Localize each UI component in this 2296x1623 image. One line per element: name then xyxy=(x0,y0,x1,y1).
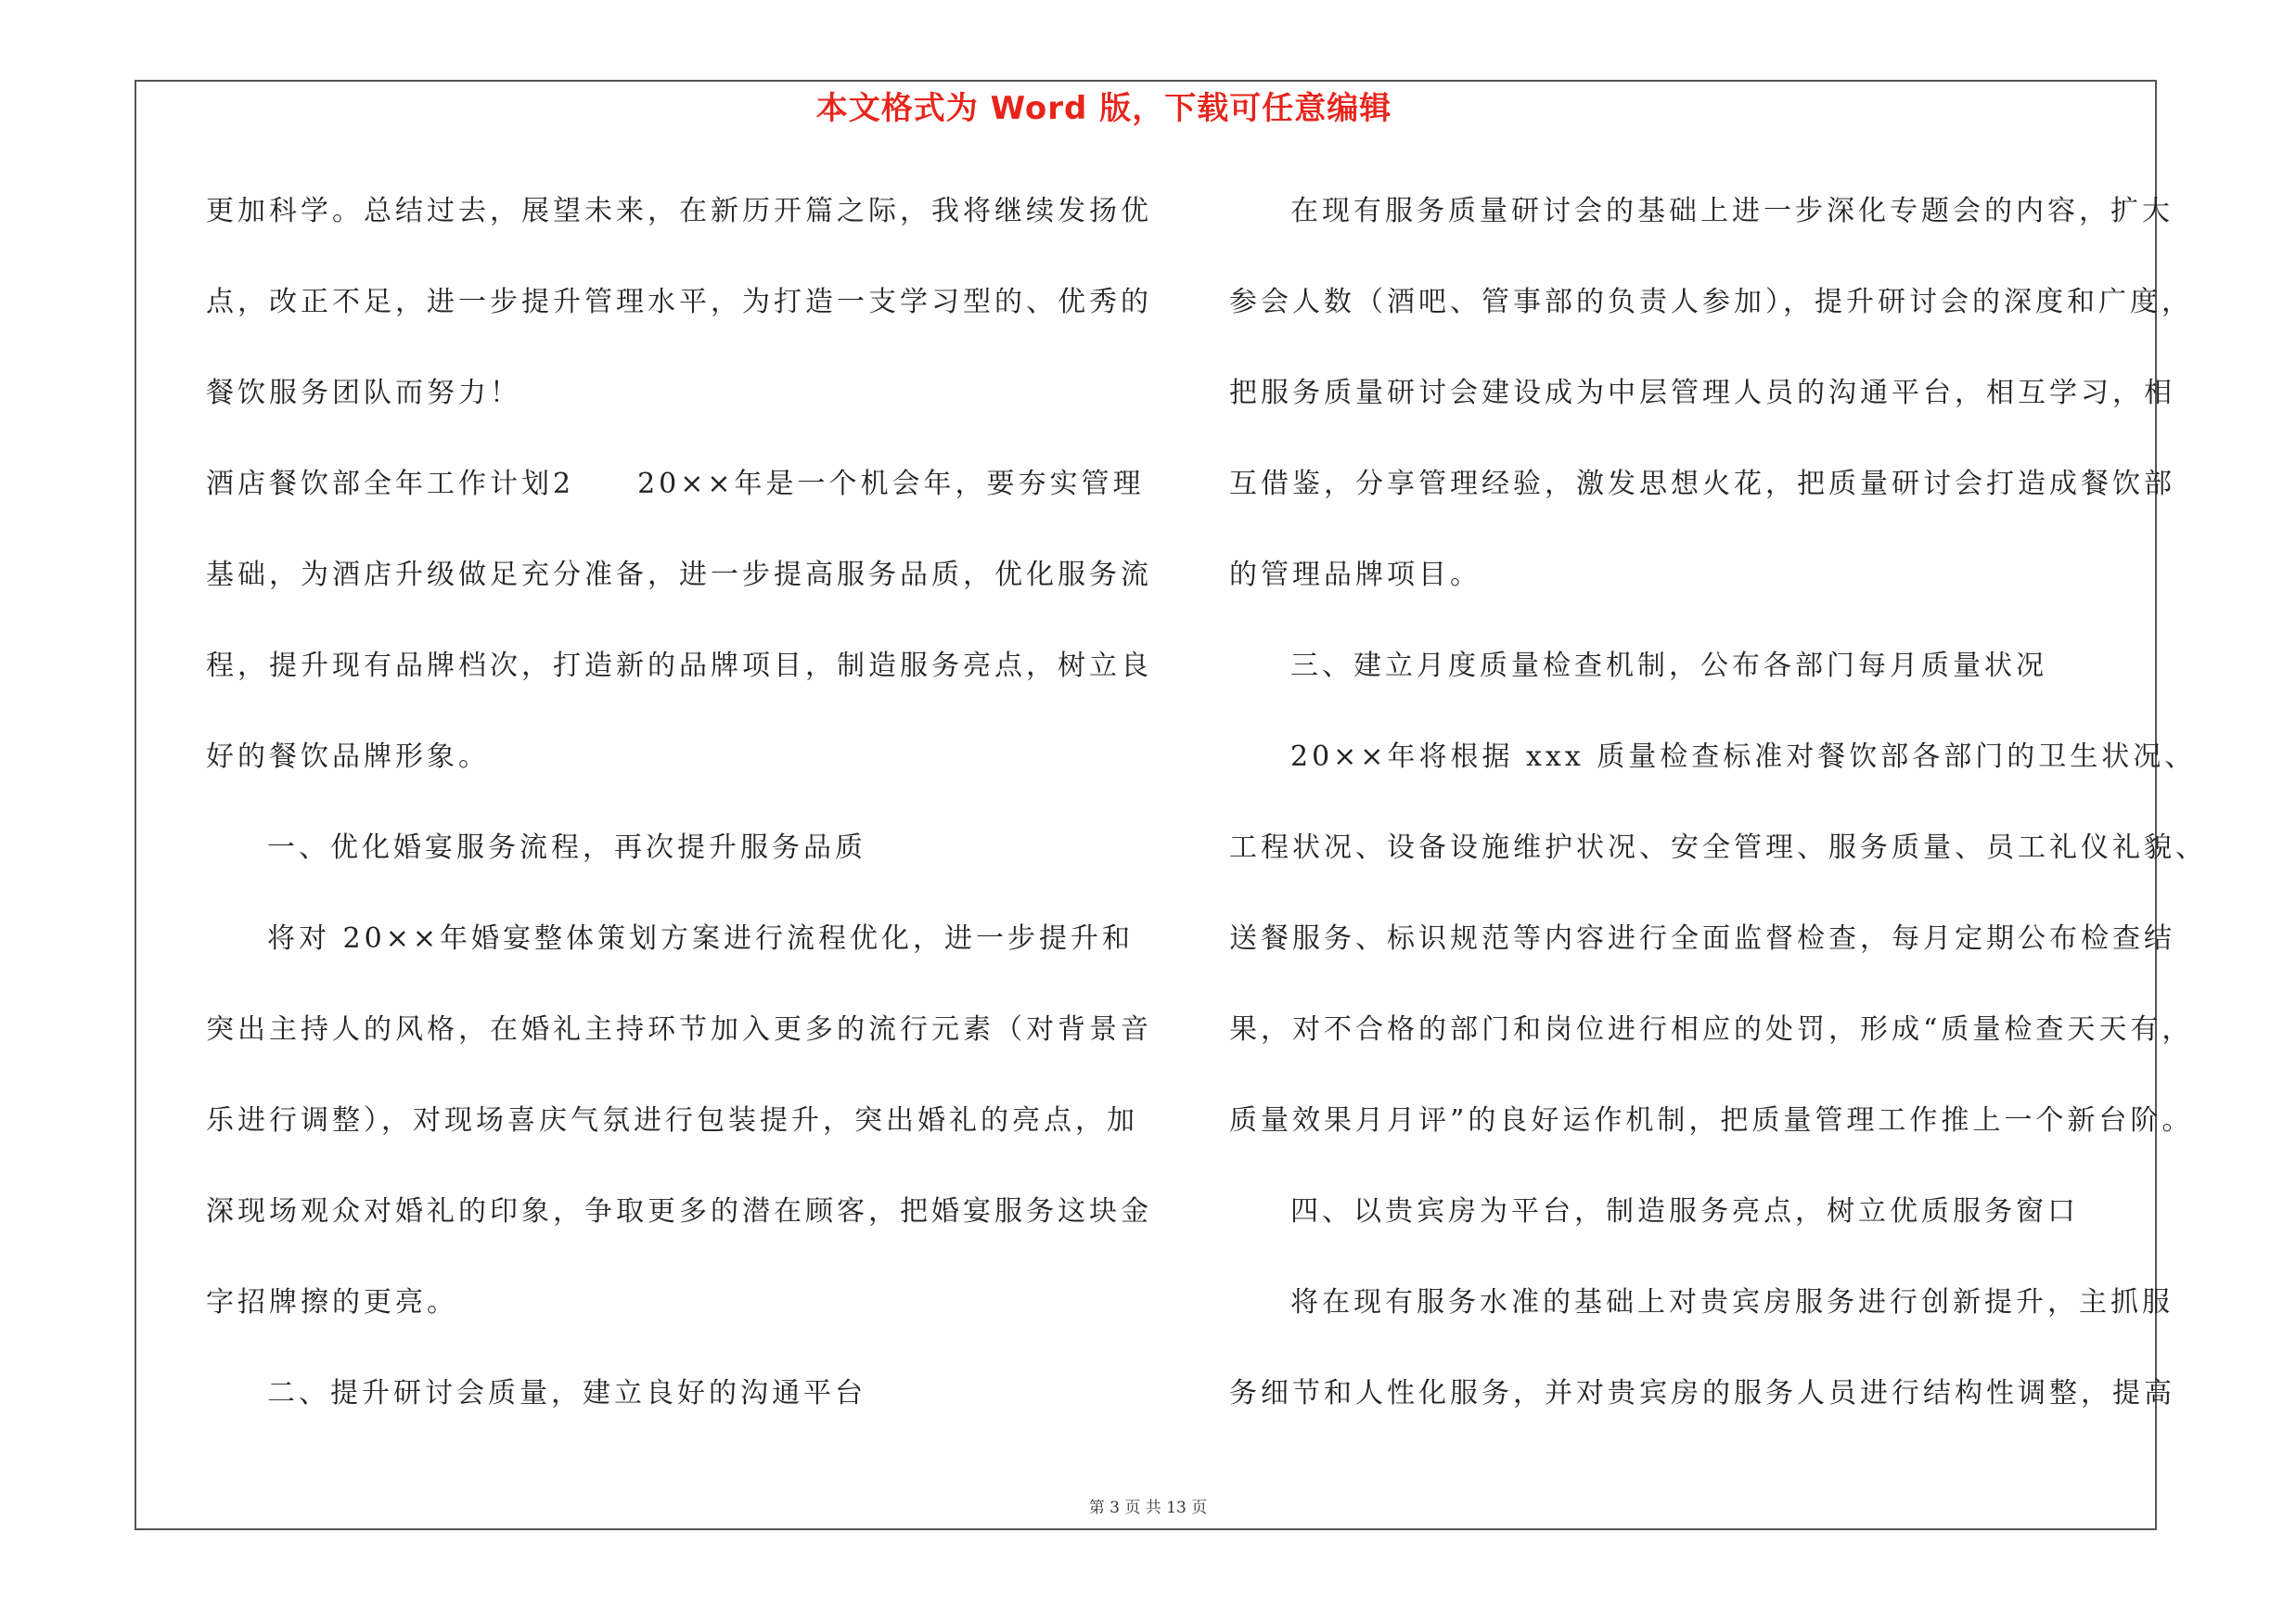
page-number: 第 3 页 共 13 页 xyxy=(1088,1499,1208,1517)
text-line: 字招牌擦的更亮。 xyxy=(206,1286,458,1319)
text-line: 互借鉴，分享管理经验，激发思想火花，把质量研讨会打造成餐饮部 xyxy=(1229,468,2175,500)
download-banner: 本文格式为 Word 版，下载可任意编辑 xyxy=(815,90,1392,127)
text-line: 工程状况、设备设施维护状况、安全管理、服务质量、员工礼仪礼貌、 xyxy=(1229,831,2207,864)
section-heading: 二、提升研讨会质量，建立良好的沟通平台 xyxy=(267,1377,866,1410)
right-column xyxy=(1229,184,2207,1457)
text-line: 务细节和人性化服务，并对贵宾房的服务人员进行结构性调整，提高 xyxy=(1229,1377,2175,1410)
text-line: 餐饮服务团队而努力！ xyxy=(206,377,521,409)
text-line: 程，提升现有品牌档次，打造新的品牌项目，制造服务亮点，树立良 xyxy=(206,650,1152,682)
text-line: 基础，为酒店升级做足充分准备，进一步提高服务品质，优化服务流 xyxy=(206,559,1152,591)
text-line: 深现场观众对婚礼的印象，争取更多的潜在顾客，把婚宴服务这块金 xyxy=(206,1195,1152,1228)
text-line: 的管理品牌项目。 xyxy=(1229,559,1481,591)
text-line: 酒店餐饮部全年工作计划2 20××年是一个机会年，要夯实管理 xyxy=(206,468,1145,500)
text-line: 在现有服务质量研讨会的基础上进一步深化专题会的内容，扩大 xyxy=(1290,195,2174,227)
text-line: 将在现有服务水准的基础上对贵宾房服务进行创新提升，主抓服 xyxy=(1290,1286,2174,1319)
text-line: 送餐服务、标识规范等内容进行全面监督检查，每月定期公布检查结 xyxy=(1229,922,2175,955)
text-line: 乐进行调整），对现场喜庆气氛进行包装提升，突出婚礼的亮点，加 xyxy=(206,1104,1138,1137)
section-heading: 四、以贵宾房为平台，制造服务亮点，树立优质服务窗口 xyxy=(1290,1195,2079,1228)
section-heading: 一、优化婚宴服务流程，再次提升服务品质 xyxy=(267,831,866,864)
left-column xyxy=(206,184,1152,1457)
text-line: 参会人数（酒吧、管事部的负责人参加），提升研讨会的深度和广度， xyxy=(1229,286,2193,318)
section-heading: 三、建立月度质量检查机制，公布各部门每月质量状况 xyxy=(1290,650,2047,682)
text-line: 将对 20××年婚宴整体策划方案进行流程优化，进一步提升和 xyxy=(267,922,1134,955)
text-line: 突出主持人的风格，在婚礼主持环节加入更多的流行元素（对背景音 xyxy=(206,1013,1152,1046)
text-line: 20××年将根据 xxx 质量检查标准对餐饮部各部门的卫生状况、 xyxy=(1290,741,2197,773)
text-line: 好的餐饮品牌形象。 xyxy=(206,741,490,773)
text-line: 把服务质量研讨会建设成为中层管理人员的沟通平台，相互学习，相 xyxy=(1229,377,2175,409)
text-line: 点，改正不足，进一步提升管理水平，为打造一支学习型的、优秀的 xyxy=(206,286,1152,318)
text-line: 质量效果月月评”的良好运作机制，把质量管理工作推上一个新台阶。 xyxy=(1229,1104,2194,1137)
text-line: 更加科学。总结过去，展望未来，在新历开篇之际，我将继续发扬优 xyxy=(206,195,1152,227)
text-line: 果，对不合格的部门和岗位进行相应的处罚，形成“质量检查天天有， xyxy=(1229,1013,2194,1046)
